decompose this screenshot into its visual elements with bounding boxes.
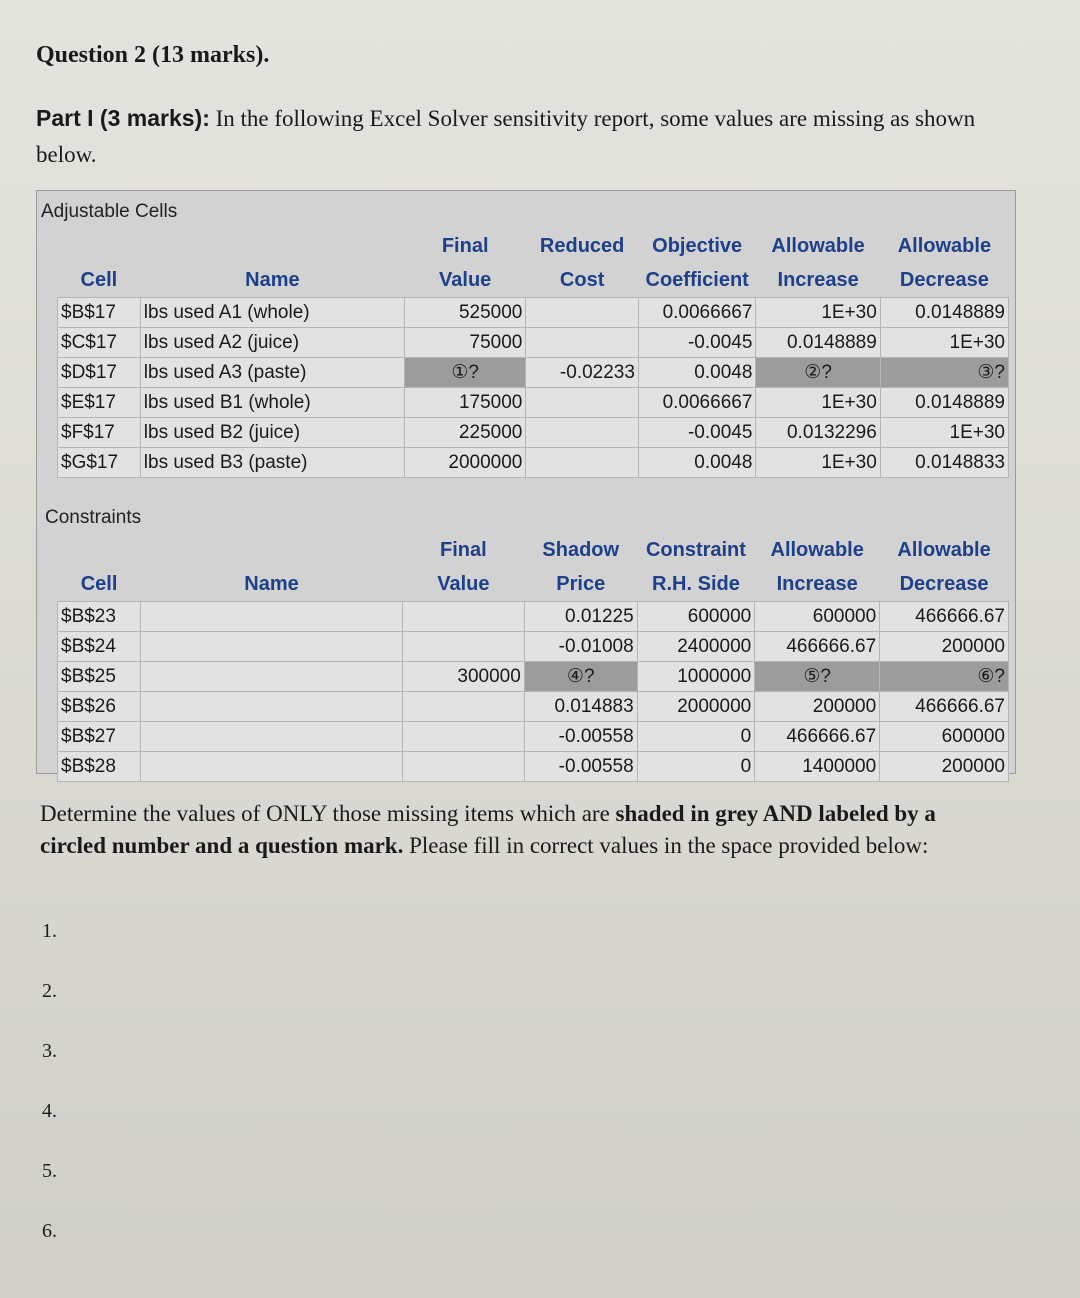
row-objective: 0.0066667	[638, 388, 755, 418]
row-final: 75000	[404, 328, 525, 358]
row-increase: 1400000	[755, 752, 880, 782]
row-decrease: 0.0148889	[880, 298, 1008, 328]
row-objective: 0.0066667	[638, 298, 755, 328]
con-header-top-constraint: Constraint	[645, 538, 746, 561]
row-shadow: -0.00558	[524, 722, 637, 752]
table-row	[58, 298, 1009, 328]
row-shadow: -0.00558	[524, 752, 637, 782]
row-final: 175000	[404, 388, 525, 418]
answer-line-5[interactable]: 5.	[42, 1160, 57, 1182]
adj-header-reduced: Cost	[559, 268, 605, 291]
adj-header-objective: Coefficient	[645, 268, 749, 291]
adjustable-cells-label: Adjustable Cells	[41, 201, 178, 222]
row-increase: 0.0148889	[756, 328, 880, 358]
answer-line-6[interactable]: 6.	[42, 1220, 57, 1242]
row-cell: $E$17	[58, 388, 141, 418]
adjustable-header-top	[58, 229, 1009, 263]
con-header-top-shadow: Shadow	[542, 538, 620, 561]
row-increase: 466666.67	[755, 632, 880, 662]
con-header-final: Value	[437, 572, 490, 595]
adj-header-top-cell	[58, 229, 141, 263]
row-increase: 0.0132296	[756, 418, 880, 448]
row-name: lbs used A2 (juice)	[140, 328, 404, 358]
con-header-top-final: Final	[440, 538, 487, 561]
row-name: lbs used B2 (juice)	[140, 418, 404, 448]
row-cell: $B$24	[58, 632, 141, 662]
answer-line-1[interactable]: 1.	[42, 920, 57, 942]
constraints-header-top	[58, 533, 1009, 567]
row-cell: $C$17	[58, 328, 141, 358]
row-decrease: 1E+30	[880, 418, 1008, 448]
row-reduced	[526, 298, 639, 328]
adj-header-top-objective: Objective	[652, 234, 743, 257]
missing-value-4: ④?	[524, 662, 637, 692]
adj-header-final: Value	[439, 268, 492, 291]
row-rhs: 2400000	[637, 632, 755, 662]
row-final	[402, 692, 524, 722]
table-row	[58, 388, 1009, 418]
sensitivity-report	[36, 190, 1016, 777]
con-header-top-cell	[58, 533, 141, 567]
con-header-decrease: Decrease	[899, 572, 989, 595]
table-row	[58, 602, 1009, 632]
row-increase: 1E+30	[756, 448, 880, 478]
instruction-pre: Determine the values of ONLY those missing items which are	[40, 801, 610, 826]
adj-header-top-name	[140, 229, 404, 263]
row-increase: 466666.67	[755, 722, 880, 752]
row-increase: 600000	[755, 602, 880, 632]
row-final: 525000	[404, 298, 525, 328]
row-name	[141, 632, 403, 662]
instruction-bold: shaded in grey AND labeled by a circled number and a question mark.	[40, 801, 936, 858]
answer-line-4[interactable]: 4.	[42, 1100, 57, 1122]
table-row	[58, 752, 1009, 782]
part-text: In the following Excel Solver sensitivity report, some values are missing as shown below.	[36, 106, 976, 167]
row-objective: -0.0045	[638, 418, 755, 448]
adj-header-increase: Increase	[777, 268, 859, 291]
table-row	[58, 358, 1009, 388]
table-row	[58, 692, 1009, 722]
row-name	[141, 722, 403, 752]
row-shadow: 0.014883	[524, 692, 637, 722]
table-row	[58, 328, 1009, 358]
con-header-name: Name	[244, 572, 299, 595]
answer-list	[42, 920, 57, 1280]
adj-header-name: Name	[245, 268, 300, 291]
row-rhs: 1000000	[637, 662, 755, 692]
row-final	[402, 722, 524, 752]
row-name	[141, 752, 403, 782]
row-name: lbs used A3 (paste)	[140, 358, 404, 388]
row-cell: $B$26	[58, 692, 141, 722]
missing-value-2: ②?	[756, 358, 880, 388]
row-decrease: 466666.67	[880, 692, 1009, 722]
adj-header-top-decrease: Allowable	[897, 234, 992, 257]
con-header-top-increase: Allowable	[770, 538, 864, 561]
adj-header-top-increase: Allowable	[771, 234, 865, 257]
row-decrease: 600000	[880, 722, 1009, 752]
table-row	[58, 448, 1009, 478]
row-increase: 200000	[755, 692, 880, 722]
adj-header-cell: Cell	[80, 268, 118, 291]
intro-paragraph	[36, 100, 996, 173]
missing-value-1: ①?	[404, 358, 525, 388]
adjustable-header-bottom	[58, 263, 1009, 298]
row-rhs: 600000	[637, 602, 755, 632]
row-cell: $B$25	[58, 662, 141, 692]
instruction-post: Please fill in correct values in the space provided below:	[409, 833, 929, 858]
row-decrease: 466666.67	[880, 602, 1009, 632]
row-cell: $B$28	[58, 752, 141, 782]
con-header-increase: Increase	[776, 572, 858, 595]
missing-value-6: ⑥?	[880, 662, 1009, 692]
row-cell: $F$17	[58, 418, 141, 448]
row-reduced	[526, 418, 639, 448]
con-header-shadow: Price	[556, 572, 606, 595]
row-rhs: 0	[637, 722, 755, 752]
row-reduced	[526, 328, 639, 358]
adj-header-top-final: Final	[441, 234, 489, 257]
row-cell: $B$23	[58, 602, 141, 632]
row-final	[402, 602, 524, 632]
table-row	[58, 722, 1009, 752]
row-name: lbs used B3 (paste)	[140, 448, 404, 478]
row-decrease: 200000	[880, 632, 1009, 662]
constraints-header-bottom	[58, 567, 1009, 602]
table-row	[58, 632, 1009, 662]
row-cell: $B$27	[58, 722, 141, 752]
con-header-rhs: R.H. Side	[652, 572, 740, 595]
row-name: lbs used A1 (whole)	[140, 298, 404, 328]
table-row	[58, 418, 1009, 448]
row-reduced	[526, 448, 639, 478]
row-name	[141, 692, 403, 722]
adj-header-top-reduced: Reduced	[539, 234, 625, 257]
row-shadow: 0.01225	[524, 602, 637, 632]
row-name	[141, 662, 403, 692]
missing-value-3: ③?	[880, 358, 1008, 388]
row-final	[402, 752, 524, 782]
row-reduced	[526, 388, 639, 418]
row-objective: 0.0048	[638, 448, 755, 478]
question-title: Question 2 (13 marks).	[36, 42, 270, 68]
row-final: 225000	[404, 418, 525, 448]
row-name	[141, 602, 403, 632]
con-header-top-decrease: Allowable	[897, 538, 991, 561]
adj-header-decrease: Decrease	[899, 268, 989, 291]
con-header-top-name	[141, 533, 403, 567]
instruction-paragraph	[40, 798, 980, 862]
row-final	[402, 632, 524, 662]
row-cell: $G$17	[58, 448, 141, 478]
row-objective: 0.0048	[638, 358, 755, 388]
row-rhs: 0	[637, 752, 755, 782]
row-rhs: 2000000	[637, 692, 755, 722]
con-header-cell: Cell	[80, 572, 118, 595]
row-decrease: 1E+30	[880, 328, 1008, 358]
row-cell: $B$17	[58, 298, 141, 328]
row-decrease: 0.0148833	[880, 448, 1008, 478]
missing-value-5: ⑤?	[755, 662, 880, 692]
row-increase: 1E+30	[756, 388, 880, 418]
part-label: Part I (3 marks):	[36, 105, 210, 131]
row-reduced: -0.02233	[526, 358, 639, 388]
row-decrease: 0.0148889	[880, 388, 1008, 418]
row-name: lbs used B1 (whole)	[140, 388, 404, 418]
row-decrease: 200000	[880, 752, 1009, 782]
constraints-table	[57, 533, 1009, 782]
row-increase: 1E+30	[756, 298, 880, 328]
row-cell: $D$17	[58, 358, 141, 388]
row-final: 300000	[402, 662, 524, 692]
row-objective: -0.0045	[638, 328, 755, 358]
adjustable-cells-table	[57, 229, 1009, 478]
row-shadow: -0.01008	[524, 632, 637, 662]
answer-line-3[interactable]: 3.	[42, 1040, 57, 1062]
constraints-label: Constraints	[45, 507, 142, 528]
answer-line-2[interactable]: 2.	[42, 980, 57, 1002]
table-row	[58, 662, 1009, 692]
row-final: 2000000	[404, 448, 525, 478]
